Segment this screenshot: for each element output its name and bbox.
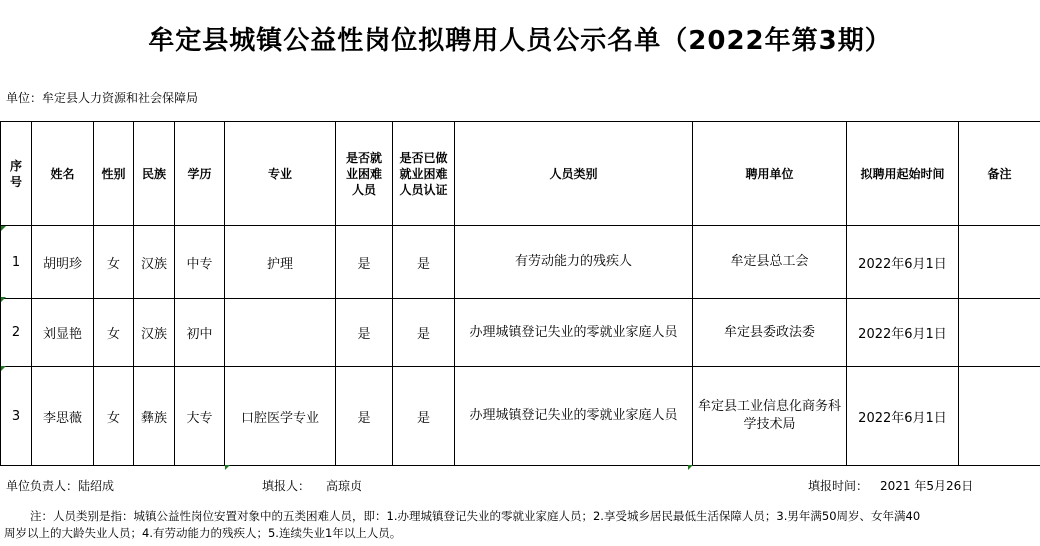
header-major: 专业	[225, 122, 336, 226]
cell-is-difficult: 是	[336, 299, 393, 367]
header-education: 学历	[175, 122, 225, 226]
cell-education: 大专	[175, 367, 225, 466]
header-ethnicity: 民族	[134, 122, 175, 226]
responsible-person: 单位负责人：陆绍成	[6, 479, 115, 493]
header-is-difficult: 是否就业困难人员	[336, 122, 393, 226]
header-gender: 性别	[94, 122, 134, 226]
header-remarks: 备注	[959, 122, 1040, 226]
header-category: 人员类别	[455, 122, 693, 226]
cell-certified: 是	[393, 367, 455, 466]
header-seq: 序号	[1, 122, 32, 226]
cell-major: 口腔医学专业	[225, 367, 336, 466]
footnote-line-2: 周岁以上的大龄失业人员；4.有劳动能力的残疾人；5.连续失业1年以上人员。	[4, 526, 402, 540]
cell-seq: 2	[1, 299, 32, 367]
roster-table	[0, 121, 1040, 466]
cell-is-difficult: 是	[336, 226, 393, 299]
cell-education: 初中	[175, 299, 225, 367]
cell-ethnicity: 彝族	[134, 367, 175, 466]
cell-marker-icon	[1, 297, 6, 302]
cell-gender: 女	[94, 299, 134, 367]
cell-start-date: 2022年6月1日	[847, 299, 959, 367]
cell-name: 李思薇	[32, 367, 94, 466]
filler-label: 填报人：	[262, 479, 311, 493]
unit-line: 单位：牟定县人力资源和社会保障局	[6, 91, 199, 105]
cell-seq: 1	[1, 226, 32, 299]
cell-employer: 牟定县工业信息化商务科学技术局	[693, 367, 847, 466]
cell-remarks	[959, 226, 1040, 299]
cell-name: 胡明珍	[32, 226, 94, 299]
cell-is-difficult: 是	[336, 367, 393, 466]
cell-seq: 3	[1, 367, 32, 466]
cell-employer: 牟定县总工会	[693, 226, 847, 299]
cell-education: 中专	[175, 226, 225, 299]
cell-marker-icon	[688, 465, 693, 470]
cell-marker-icon	[1, 226, 6, 231]
cell-ethnicity: 汉族	[134, 299, 175, 367]
cell-category: 有劳动能力的残疾人	[455, 226, 693, 299]
cell-certified: 是	[393, 226, 455, 299]
footer-line	[0, 474, 1040, 498]
cell-remarks	[959, 299, 1040, 367]
cell-certified: 是	[393, 299, 455, 367]
cell-start-date: 2022年6月1日	[847, 367, 959, 466]
table-row	[1, 226, 1040, 299]
cell-gender: 女	[94, 226, 134, 299]
cell-remarks	[959, 367, 1040, 466]
cell-employer: 牟定县委政法委	[693, 299, 847, 367]
cell-gender: 女	[94, 367, 134, 466]
cell-major	[225, 299, 336, 367]
table-row	[1, 299, 1040, 367]
cell-ethnicity: 汉族	[134, 226, 175, 299]
page-title: 牟定县城镇公益性岗位拟聘用人员公示名单（2022年第3期）	[148, 25, 892, 56]
filler-name: 高琼贞	[326, 479, 363, 493]
header-certified: 是否已做就业困难人员认证	[393, 122, 455, 226]
fill-date-label: 填报时间：	[808, 479, 869, 493]
cell-marker-icon	[1, 366, 6, 371]
footnote-line-1: 注：人员类别是指：城镇公益性岗位安置对象中的五类困难人员，即：1.办理城镇登记失业的零就业家庭人员；2.享受城乡居民最低生活保障人员；3.男年满50周岁、女年满40	[30, 509, 921, 523]
cell-category: 办理城镇登记失业的零就业家庭人员	[455, 367, 693, 466]
cell-start-date: 2022年6月1日	[847, 226, 959, 299]
fill-date-value: 2021 年5月26日	[880, 479, 974, 493]
cell-name: 刘显艳	[32, 299, 94, 367]
header-row	[1, 122, 1040, 226]
table-row	[1, 367, 1040, 466]
header-start-date: 拟聘用起始时间	[847, 122, 959, 226]
cell-category: 办理城镇登记失业的零就业家庭人员	[455, 299, 693, 367]
header-name: 姓名	[32, 122, 94, 226]
footnote	[0, 508, 1040, 542]
cell-major: 护理	[225, 226, 336, 299]
header-employer: 聘用单位	[693, 122, 847, 226]
cell-marker-icon	[225, 465, 230, 470]
